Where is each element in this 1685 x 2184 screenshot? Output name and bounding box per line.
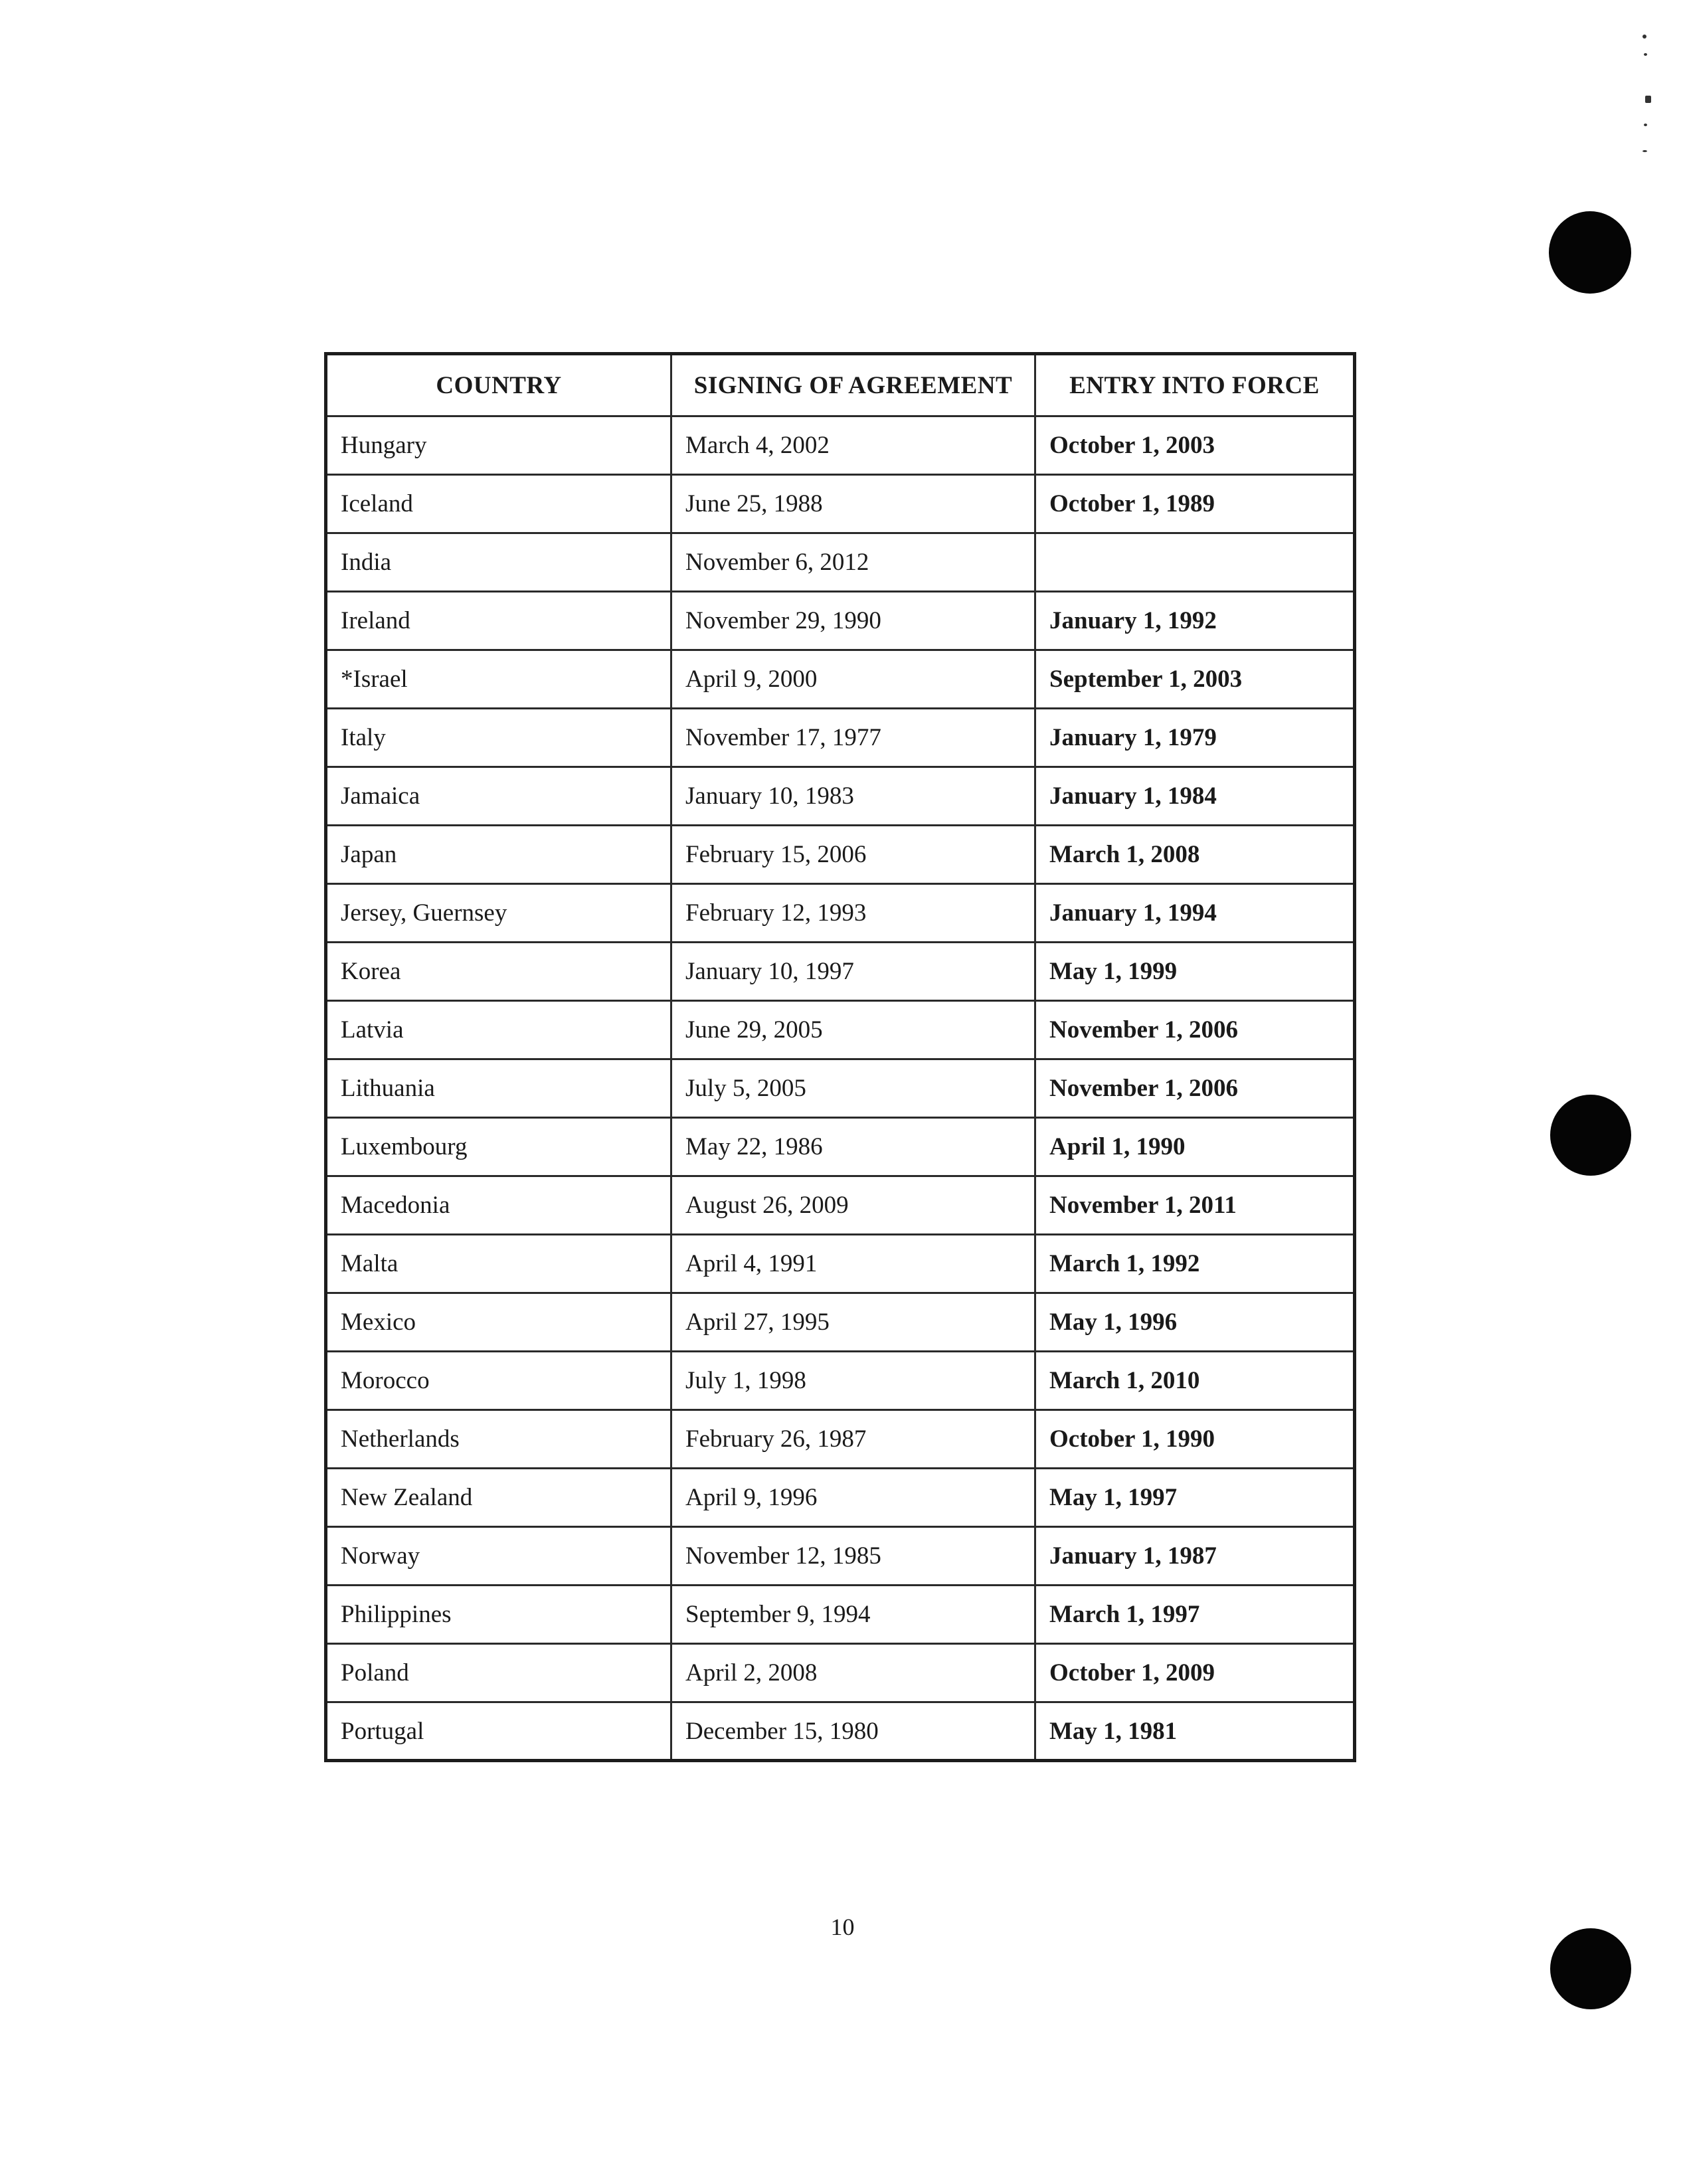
entry-into-force-cell: March 1, 2010 <box>1035 1352 1355 1410</box>
entry-into-force-cell: January 1, 1984 <box>1035 767 1355 826</box>
country-cell: Mexico <box>326 1293 671 1352</box>
column-header-signing: SIGNING OF AGREEMENT <box>671 354 1035 416</box>
table-row <box>326 1644 1355 1702</box>
entry-into-force-cell: October 1, 2003 <box>1035 416 1355 475</box>
signing-date-cell: May 22, 1986 <box>671 1118 1035 1176</box>
signing-date-cell: November 17, 1977 <box>671 709 1035 767</box>
table-row <box>326 884 1355 943</box>
table-row <box>326 592 1355 650</box>
column-header-entry: ENTRY INTO FORCE <box>1035 354 1355 416</box>
table-row <box>326 1118 1355 1176</box>
scan-speck <box>1645 96 1651 103</box>
entry-into-force-cell: September 1, 2003 <box>1035 650 1355 709</box>
table-row <box>326 1293 1355 1352</box>
country-cell: Ireland <box>326 592 671 650</box>
country-cell: New Zealand <box>326 1469 671 1527</box>
table-row <box>326 1176 1355 1235</box>
table-row <box>326 1469 1355 1527</box>
country-cell: Poland <box>326 1644 671 1702</box>
table-row <box>326 709 1355 767</box>
table-row <box>326 1410 1355 1469</box>
country-cell: Lithuania <box>326 1059 671 1118</box>
entry-into-force-cell: November 1, 2006 <box>1035 1001 1355 1059</box>
signing-date-cell: November 29, 1990 <box>671 592 1035 650</box>
entry-into-force-cell: October 1, 1990 <box>1035 1410 1355 1469</box>
entry-into-force-cell: January 1, 1987 <box>1035 1527 1355 1586</box>
scan-speck <box>1644 124 1647 126</box>
entry-into-force-cell: November 1, 2011 <box>1035 1176 1355 1235</box>
signing-date-cell: February 12, 1993 <box>671 884 1035 943</box>
country-cell: Italy <box>326 709 671 767</box>
entry-into-force-cell: March 1, 1997 <box>1035 1586 1355 1644</box>
table-row <box>326 1702 1355 1761</box>
entry-into-force-cell: May 1, 1996 <box>1035 1293 1355 1352</box>
table-header <box>326 354 1355 416</box>
table-row <box>326 475 1355 533</box>
table-row <box>326 1352 1355 1410</box>
country-cell: Malta <box>326 1235 671 1293</box>
entry-into-force-cell: March 1, 1992 <box>1035 1235 1355 1293</box>
entry-into-force-cell: October 1, 1989 <box>1035 475 1355 533</box>
table-header-row <box>326 354 1355 416</box>
country-cell: Morocco <box>326 1352 671 1410</box>
signing-date-cell: February 26, 1987 <box>671 1410 1035 1469</box>
country-cell: Portugal <box>326 1702 671 1761</box>
country-cell: Luxembourg <box>326 1118 671 1176</box>
table-body <box>326 416 1355 1761</box>
entry-into-force-cell: May 1, 1999 <box>1035 943 1355 1001</box>
table-row <box>326 943 1355 1001</box>
signing-date-cell: March 4, 2002 <box>671 416 1035 475</box>
signing-date-cell: September 9, 1994 <box>671 1586 1035 1644</box>
table-row <box>326 416 1355 475</box>
country-cell: Japan <box>326 826 671 884</box>
country-cell: Philippines <box>326 1586 671 1644</box>
signing-date-cell: April 9, 1996 <box>671 1469 1035 1527</box>
signing-date-cell: June 29, 2005 <box>671 1001 1035 1059</box>
country-cell: Korea <box>326 943 671 1001</box>
table-row <box>326 1527 1355 1586</box>
table-row <box>326 1586 1355 1644</box>
entry-into-force-cell <box>1035 533 1355 592</box>
table-row <box>326 826 1355 884</box>
scan-speck <box>1644 53 1647 56</box>
country-cell: Latvia <box>326 1001 671 1059</box>
scan-specks <box>1631 27 1657 159</box>
signing-date-cell: June 25, 1988 <box>671 475 1035 533</box>
signing-date-cell: February 15, 2006 <box>671 826 1035 884</box>
signing-date-cell: April 2, 2008 <box>671 1644 1035 1702</box>
signing-date-cell: July 1, 1998 <box>671 1352 1035 1410</box>
signing-date-cell: November 6, 2012 <box>671 533 1035 592</box>
entry-into-force-cell: May 1, 1997 <box>1035 1469 1355 1527</box>
country-cell: Iceland <box>326 475 671 533</box>
entry-into-force-cell: March 1, 2008 <box>1035 826 1355 884</box>
country-cell: Macedonia <box>326 1176 671 1235</box>
entry-into-force-cell: April 1, 1990 <box>1035 1118 1355 1176</box>
table-row <box>326 1059 1355 1118</box>
table-row <box>326 1235 1355 1293</box>
signing-date-cell: April 9, 2000 <box>671 650 1035 709</box>
entry-into-force-cell: January 1, 1992 <box>1035 592 1355 650</box>
agreements-table <box>324 352 1356 1762</box>
signing-date-cell: July 5, 2005 <box>671 1059 1035 1118</box>
scan-speck <box>1642 35 1646 39</box>
page-number: 10 <box>830 1914 855 1940</box>
punch-hole-mark <box>1549 211 1631 294</box>
entry-into-force-cell: October 1, 2009 <box>1035 1644 1355 1702</box>
scan-speck <box>1642 150 1647 152</box>
punch-hole-mark <box>1550 1095 1631 1176</box>
signing-date-cell: January 10, 1997 <box>671 943 1035 1001</box>
country-cell: India <box>326 533 671 592</box>
country-cell: Jersey, Guernsey <box>326 884 671 943</box>
table-row <box>326 533 1355 592</box>
entry-into-force-cell: January 1, 1994 <box>1035 884 1355 943</box>
country-cell: *Israel <box>326 650 671 709</box>
entry-into-force-cell: November 1, 2006 <box>1035 1059 1355 1118</box>
signing-date-cell: August 26, 2009 <box>671 1176 1035 1235</box>
signing-date-cell: April 27, 1995 <box>671 1293 1035 1352</box>
table-row <box>326 767 1355 826</box>
signing-date-cell: December 15, 1980 <box>671 1702 1035 1761</box>
signing-date-cell: January 10, 1983 <box>671 767 1035 826</box>
signing-date-cell: April 4, 1991 <box>671 1235 1035 1293</box>
column-header-country: COUNTRY <box>326 354 671 416</box>
entry-into-force-cell: May 1, 1981 <box>1035 1702 1355 1761</box>
country-cell: Hungary <box>326 416 671 475</box>
country-cell: Norway <box>326 1527 671 1586</box>
country-cell: Jamaica <box>326 767 671 826</box>
country-cell: Netherlands <box>326 1410 671 1469</box>
signing-date-cell: November 12, 1985 <box>671 1527 1035 1586</box>
table-row <box>326 650 1355 709</box>
entry-into-force-cell: January 1, 1979 <box>1035 709 1355 767</box>
table-row <box>326 1001 1355 1059</box>
